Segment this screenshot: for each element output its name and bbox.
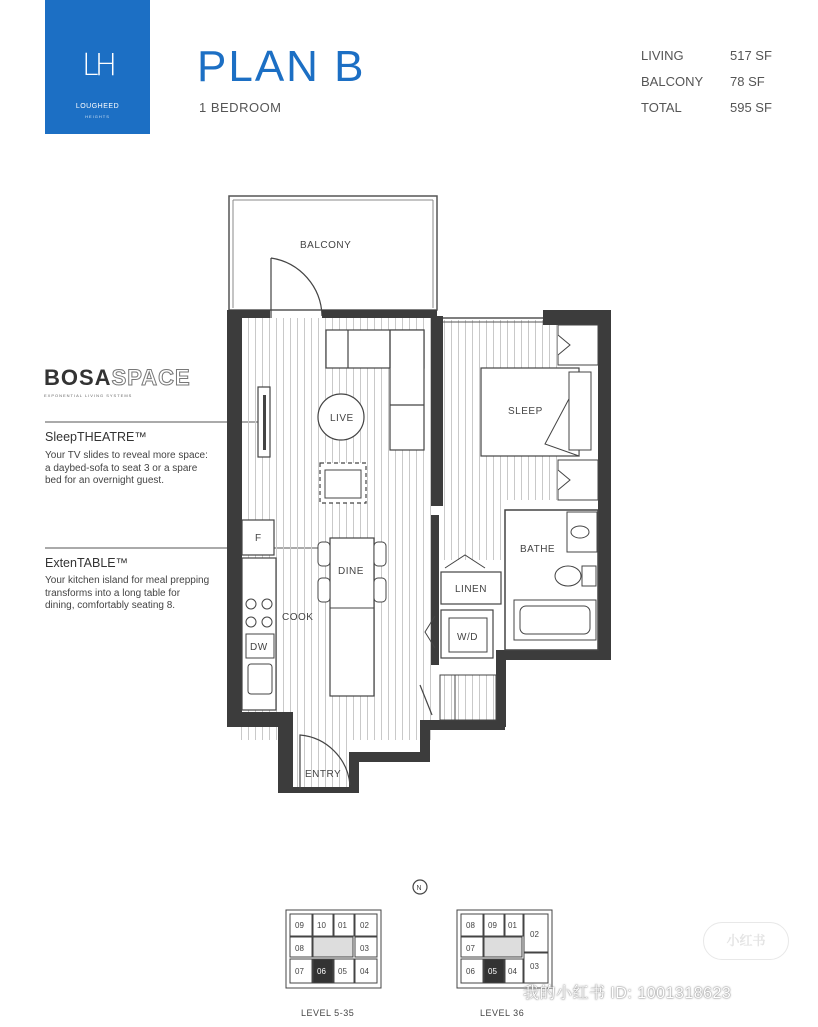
watermark: 我的小红书 ID: 1001318623 bbox=[523, 985, 732, 1002]
room-label-sleep: SLEEP bbox=[508, 406, 543, 417]
key-unit: 05 bbox=[488, 967, 497, 976]
key-unit: 08 bbox=[295, 944, 304, 953]
bosa-brand: BOSA bbox=[44, 365, 112, 390]
balcony-area bbox=[229, 196, 437, 310]
room-label-live: LIVE bbox=[330, 413, 354, 424]
area-label: TOTAL bbox=[641, 100, 682, 115]
label-fridge: F bbox=[255, 533, 262, 544]
plan-title: PLAN B bbox=[197, 42, 366, 91]
key-unit: 08 bbox=[466, 921, 475, 930]
toilet bbox=[555, 566, 581, 586]
key-unit: 06 bbox=[466, 967, 475, 976]
key-unit: 09 bbox=[295, 921, 304, 930]
kitchen-sink bbox=[248, 664, 272, 694]
key-unit: 02 bbox=[530, 930, 539, 939]
key-plan-level-5-35 bbox=[286, 910, 381, 988]
feature-title-extentable: ExtenTABLE™ bbox=[45, 556, 129, 570]
key-unit: 03 bbox=[360, 944, 369, 953]
key-unit: 01 bbox=[508, 921, 517, 930]
key-unit: 06 bbox=[317, 967, 326, 976]
room-label-bathe: BATHE bbox=[520, 544, 556, 555]
area-value: 595 SF bbox=[730, 100, 772, 115]
area-label: BALCONY bbox=[641, 74, 704, 89]
daybed bbox=[320, 463, 366, 503]
area-value: 78 SF bbox=[730, 74, 765, 89]
key-plan-label-level-5-35: LEVEL 5-35 bbox=[301, 1008, 355, 1018]
key-unit: 05 bbox=[338, 967, 347, 976]
compass-label: N bbox=[416, 885, 422, 892]
feature-desc-sleeptheatre: Your TV slides to reveal more space: a daybed-sofa to seat 3 or a spare bed for an overnight guest. bbox=[45, 450, 208, 487]
logo-mark: LH bbox=[81, 48, 114, 83]
watermark-badge: 小红书 bbox=[703, 922, 789, 960]
room-label-balcony: BALCONY bbox=[300, 240, 352, 251]
feature-title-sleeptheatre: SleepTHEATRE™ bbox=[45, 430, 147, 444]
key-unit: 10 bbox=[317, 921, 326, 930]
room-label-entry: ENTRY bbox=[305, 769, 342, 780]
room-label-dine: DINE bbox=[338, 566, 364, 577]
bosa-tagline: EXPONENTIAL LIVING SYSTEMS bbox=[44, 393, 133, 398]
room-label-linen: LINEN bbox=[455, 584, 487, 595]
room-label-wd: W/D bbox=[457, 632, 478, 643]
key-plan-level-36 bbox=[457, 910, 552, 988]
logo-sub: HEIGHTS bbox=[85, 114, 110, 119]
feature-desc-extentable: Your kitchen island for meal prepping transforms into a long table for dining, comfortably seating 8. bbox=[45, 575, 210, 612]
key-plan-label-level-36: LEVEL 36 bbox=[480, 1008, 525, 1018]
key-unit: 03 bbox=[530, 962, 539, 971]
logo-name: LOUGHEED bbox=[75, 103, 120, 110]
room-label-cook: COOK bbox=[282, 612, 314, 623]
key-unit: 01 bbox=[338, 921, 347, 930]
key-unit: 07 bbox=[466, 944, 475, 953]
area-value: 517 SF bbox=[730, 48, 772, 63]
key-unit: 02 bbox=[360, 921, 369, 930]
key-unit: 04 bbox=[508, 967, 517, 976]
label-dw: DW bbox=[250, 642, 268, 653]
key-unit: 04 bbox=[360, 967, 369, 976]
bosa-brand-space: SPACE bbox=[111, 365, 191, 390]
key-unit: 07 bbox=[295, 967, 304, 976]
key-unit: 09 bbox=[488, 921, 497, 930]
extentable-island bbox=[330, 538, 374, 696]
plan-subtitle: 1 BEDROOM bbox=[199, 100, 282, 115]
area-label: LIVING bbox=[641, 48, 684, 63]
